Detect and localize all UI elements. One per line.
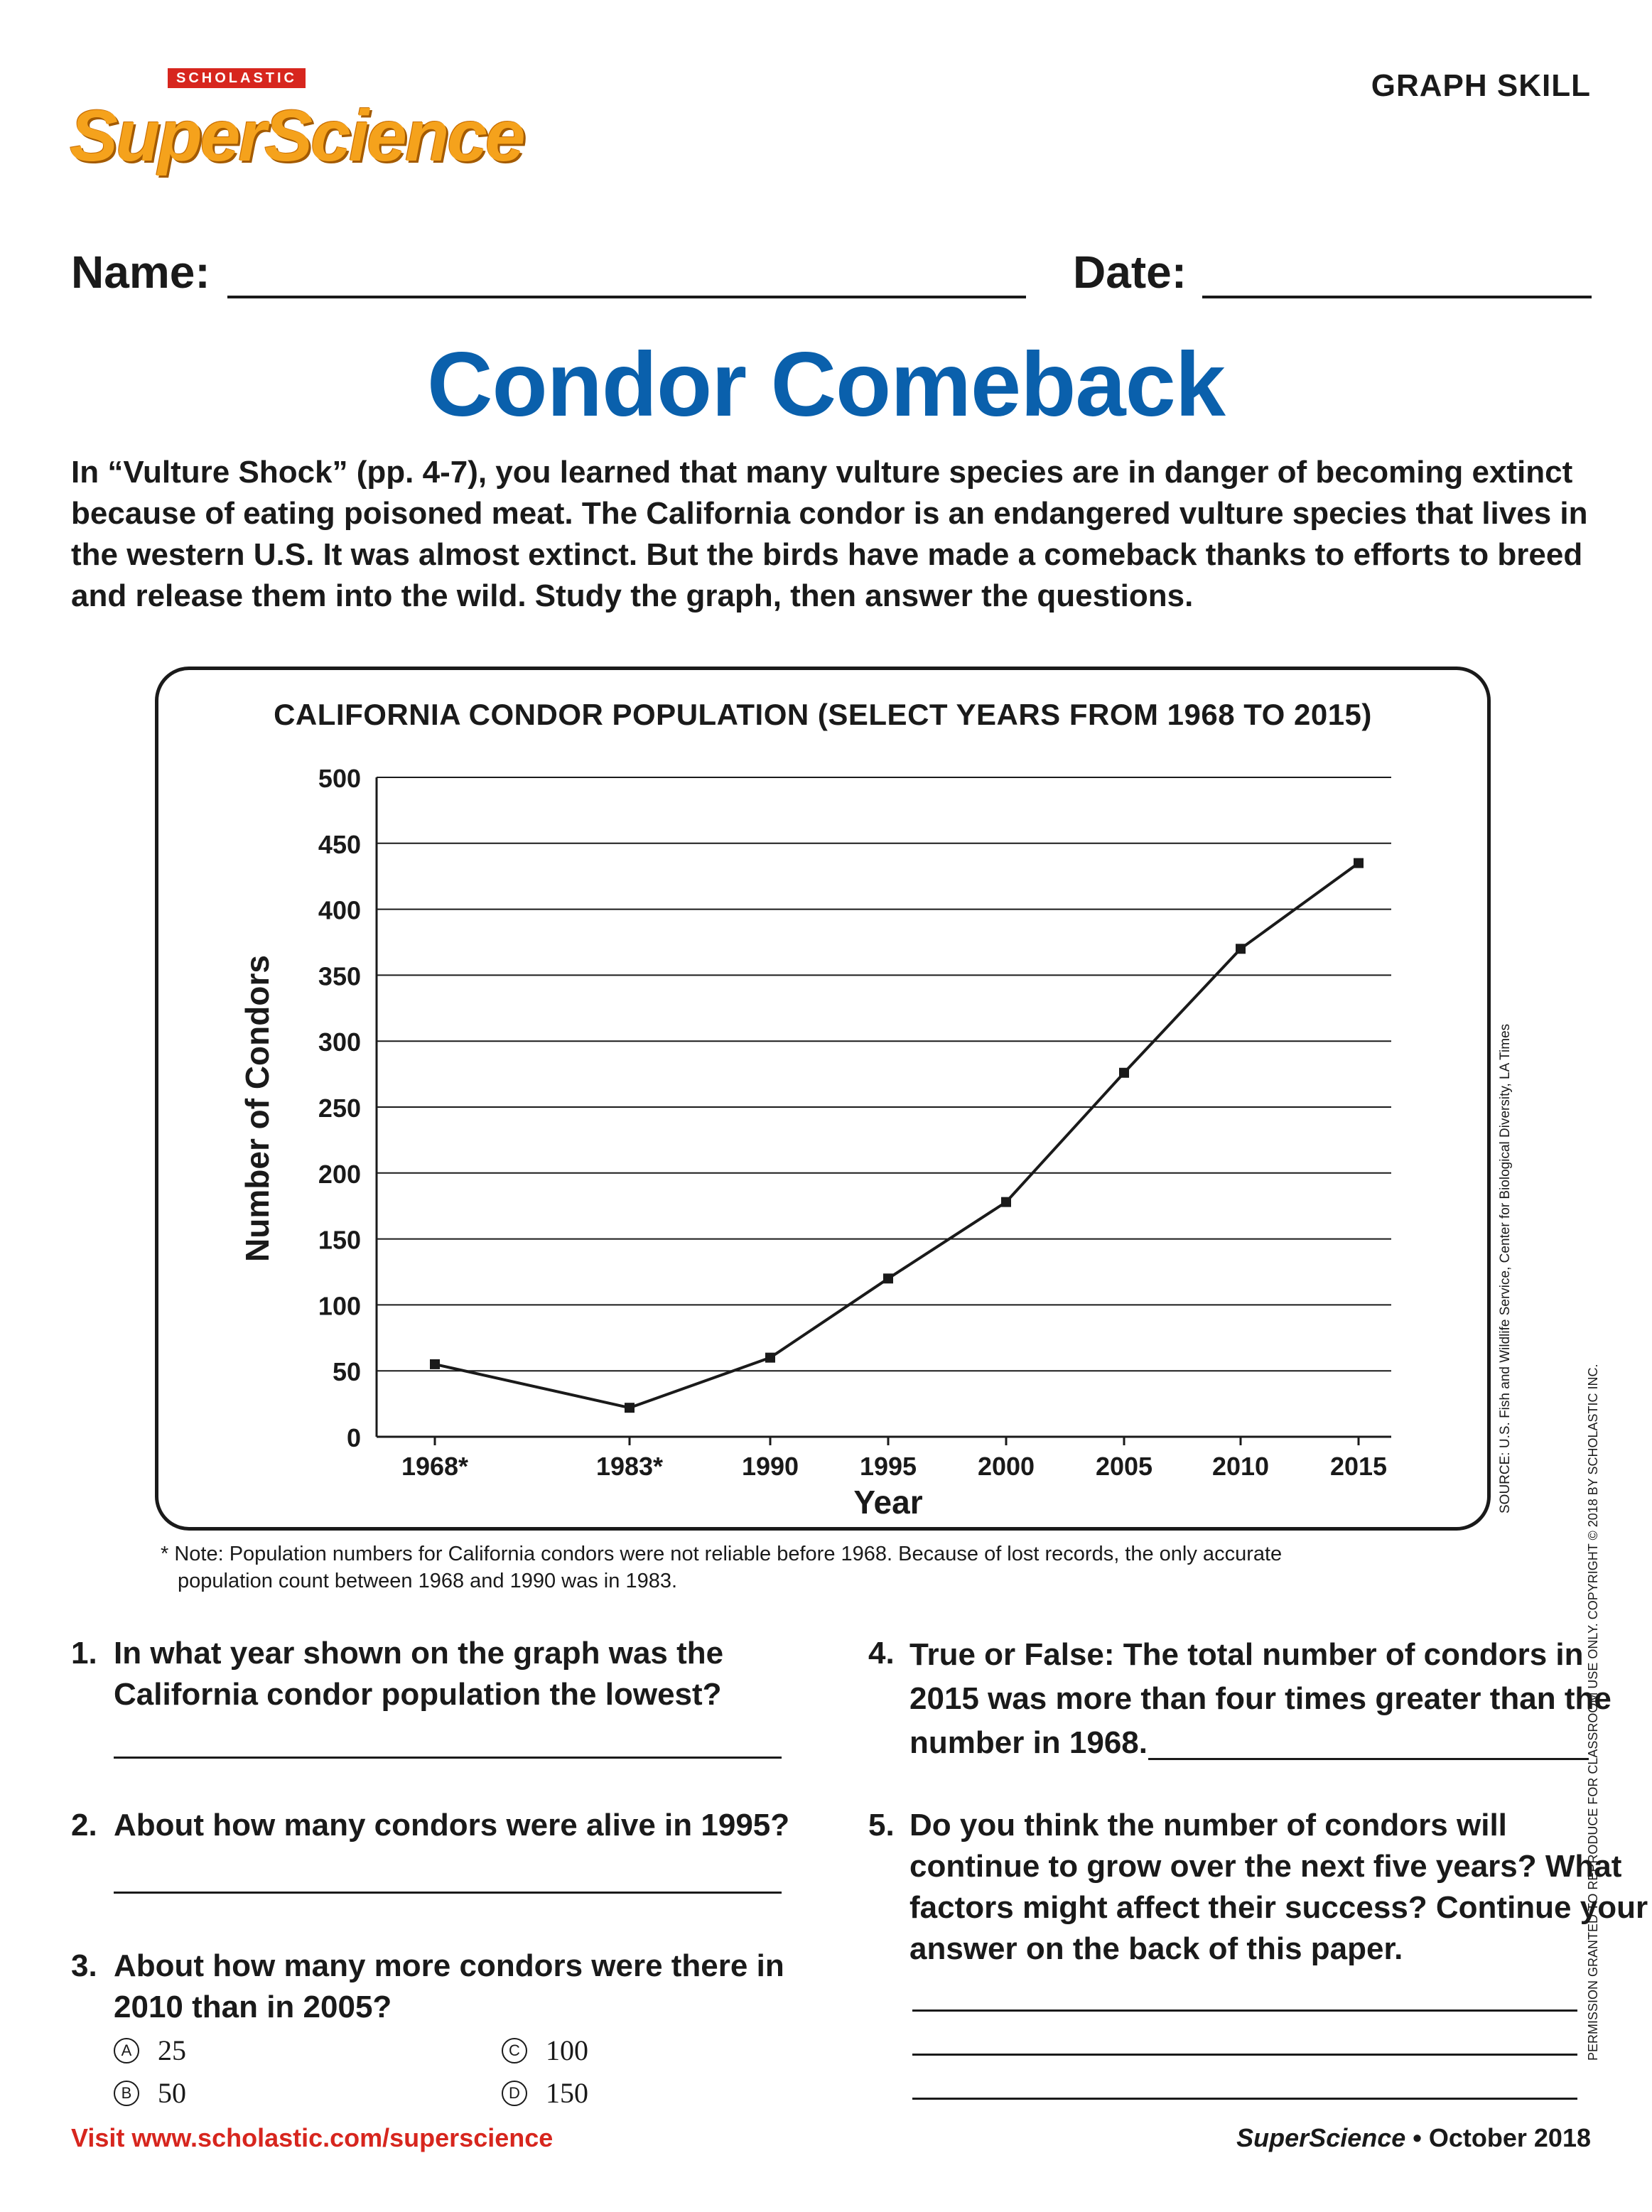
x-tick-label-5: 2005 [1095,1452,1153,1481]
data-point-1983 [625,1403,635,1413]
answer-5-field-line2[interactable] [912,2054,1577,2056]
question-3-text [114,1946,784,2028]
population-series-line [435,863,1359,1408]
y-tick-label-150: 150 [318,1225,361,1255]
question-4-text [909,1633,1611,1765]
question-1-line2: California condor population the lowest? [114,1677,722,1712]
question-3-line1: About how many more condors were there in [114,1948,784,1983]
question-1-line1: In what year shown on the graph was the [114,1636,724,1671]
question-4-line1: True or False: The total number of condors in [909,1637,1584,1672]
chart-note [161,1541,1440,1595]
question-5-text [909,1805,1648,1970]
x-tick-label-7: 2015 [1329,1452,1388,1481]
chart-title: CALIFORNIA CONDOR POPULATION (SELECT YEARS FROM 1968 TO 2015) [274,698,1372,731]
choice-c-bubble[interactable]: C [502,2038,527,2063]
y-tick-label-300: 300 [318,1027,361,1057]
x-tick-label-1: 1983* [595,1452,664,1481]
question-5-line1: Do you think the number of condors will [909,1808,1507,1843]
data-point-2000 [1001,1197,1011,1207]
name-label: Name: [71,247,210,298]
question-2-number: 2. [71,1808,97,1843]
x-tick-label-3: 1995 [859,1452,917,1481]
x-tick-label-0: 1968* [401,1452,469,1481]
choice-c-value: 100 [546,2034,588,2066]
y-tick-label-250: 250 [318,1094,361,1123]
y-tick-label-0: 0 [346,1423,361,1452]
issue-footer [1236,2123,1591,2153]
data-point-1990 [765,1353,775,1363]
question-3-number: 3. [71,1948,97,1983]
y-axis-title: Number of Condors [239,955,276,1262]
question-3-line2: 2010 than in 2005? [114,1990,392,2024]
y-tick-label-100: 100 [318,1291,361,1321]
answer-5-field-line1[interactable] [912,2009,1577,2012]
x-tick-label-2: 1990 [741,1452,799,1481]
choice-b-value: 50 [158,2077,186,2109]
question-2-text: About how many condors were alive in 1995? [114,1808,790,1843]
data-point-2005 [1119,1068,1129,1078]
superscience-logo: SuperScience [70,95,524,176]
question-1-number: 1. [71,1636,97,1671]
data-point-2010 [1236,944,1246,954]
publication-name: SuperScience [1236,2123,1406,2152]
data-point-1995 [883,1273,893,1283]
y-tick-label-500: 500 [318,764,361,793]
x-tick-label-4: 2000 [977,1452,1035,1481]
y-tick-label-450: 450 [318,829,361,859]
choice-d-bubble[interactable]: D [502,2081,527,2106]
source-credit: SOURCE: U.S. Fish and Wildlife Service, Center for Biological Diversity, LA Times [1498,1023,1513,1514]
question-5-line4: answer on the back of this paper. [909,1931,1403,1966]
chart-note-line1: * Note: Population numbers for California condors were not reliable before 1968. Because of lost records, the only accurate [161,1543,1283,1565]
answer-1-field[interactable] [114,1757,782,1759]
data-point-2015 [1354,858,1364,868]
question-5-line2: continue to grow over the next five years? What [909,1849,1622,1884]
y-tick-label-400: 400 [318,895,361,925]
choice-d[interactable] [502,2076,588,2110]
question-4-line2: 2015 was more than four times greater than the [909,1681,1611,1716]
choice-a-bubble[interactable]: A [114,2038,139,2063]
website-link[interactable]: Visit www.scholastic.com/superscience [71,2123,554,2152]
answer-5-field-line3[interactable] [912,2098,1577,2100]
choice-c[interactable] [502,2034,588,2067]
choice-d-value: 150 [546,2077,588,2109]
choice-a-value: 25 [158,2034,186,2066]
choice-b-bubble[interactable]: B [114,2081,139,2106]
choice-b[interactable] [114,2076,186,2110]
answer-4-field[interactable] [1148,1758,1589,1760]
choice-a[interactable] [114,2034,186,2067]
x-tick-label-6: 2010 [1211,1452,1270,1481]
data-point-1968 [430,1359,440,1369]
date-label: Date: [1073,247,1187,298]
y-tick-label-350: 350 [318,961,361,991]
chart-note-line2: population count between 1968 and 1990 was in 1983. [178,1570,678,1592]
permission-notice: PERMISSION GRANTED TO REPRODUCE FOR CLASSROOM USE ONLY. COPYRIGHT © 2018 BY SCHOLASTIC INC. [1586,1364,1600,2061]
question-5-line3: factors might affect their success? Continue your [909,1890,1648,1925]
issue-date: • October 2018 [1405,2123,1591,2152]
scholastic-brand-tag: SCHOLASTIC [168,68,306,88]
answer-2-field[interactable] [114,1892,782,1894]
question-5-number: 5. [868,1808,895,1843]
y-tick-label-50: 50 [332,1357,361,1387]
page-title: Condor Comeback [427,334,1225,436]
question-4-line3: number in 1968. [909,1725,1148,1760]
x-axis-title: Year [853,1484,923,1521]
section-label: GRAPH SKILL [1371,68,1591,103]
question-4-number: 4. [868,1636,895,1671]
question-1-text [114,1633,723,1715]
y-tick-label-200: 200 [318,1159,361,1189]
intro-paragraph: In “Vulture Shock” (pp. 4-7), you learned that many vulture species are in danger of becoming extinct because of eating poisoned meat. The California condor is an endangered vulture species that lives in the western U.S. It was almost extinct. But the birds have made a comeback thanks to efforts to breed and release them into the wild. Study the graph, then answer the questions. [71,455,1588,613]
